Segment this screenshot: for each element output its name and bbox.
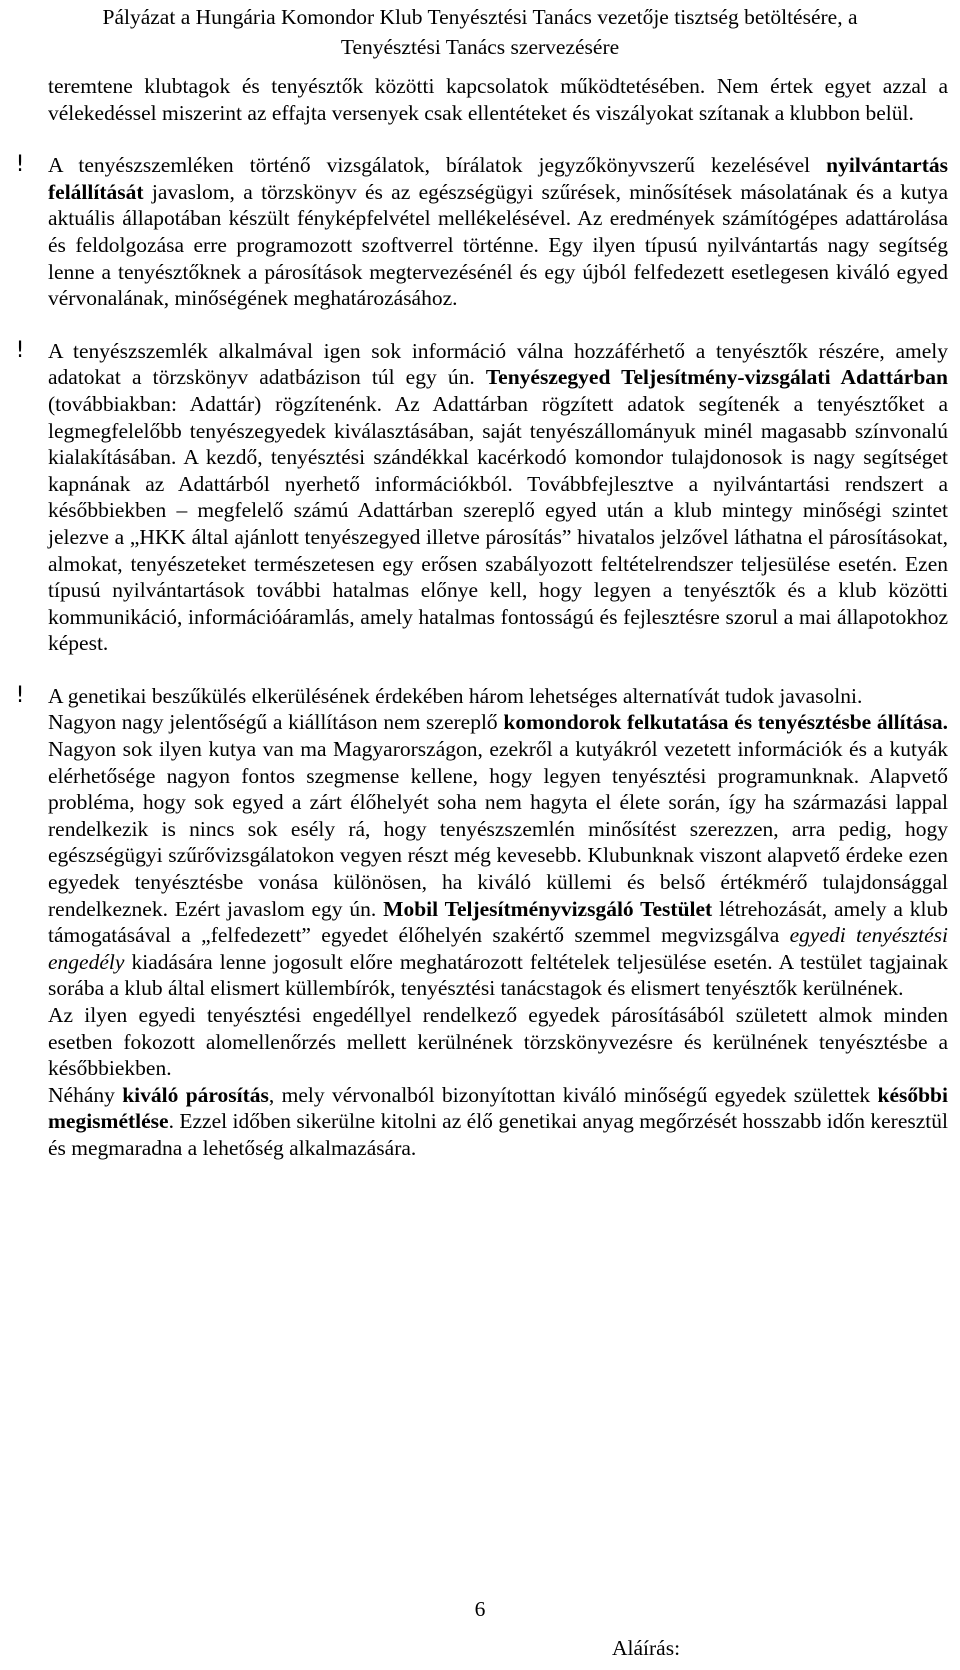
bullet-section-registry — [15, 152, 948, 312]
exclamation-bullet-icon: ! — [15, 152, 25, 178]
bullet-section-database — [15, 337, 948, 657]
signature-label: Aláírás: — [612, 1636, 681, 1660]
exclamation-bullet-icon: ! — [15, 337, 25, 363]
bullet-section-genetics — [15, 682, 948, 1162]
repeat-breeding-paragraph: Néhány kiváló párosítás, mely vérvonalból bizonyítottan kiváló minőségű egyedek születtek későbbi megismétlése. Ezzel időben sikerülne kitolni az élő genetikai anyag megőrzését hosszabb időn keresztül és megmaradna a lehetőség alkalmazására. — [48, 1082, 948, 1160]
header-line-1: Pályázat a Hungária Komondor Klub Tenyésztési Tanács vezetője tisztség betöltésére, a — [102, 5, 858, 29]
page-header — [0, 2, 960, 62]
exclamation-bullet-icon: ! — [15, 682, 25, 708]
genetics-intro-paragraph: A genetikai beszűkülés elkerülésének érdekében három lehetséges alternatívát tudok javasolni. — [48, 683, 863, 708]
database-paragraph: A tenyészszemlék alkalmával igen sok információ válna hozzáférhető a tenyésztők részére, amely adatokat a törzskönyv adatbázison túl egy ún. Tenyészegyed Teljesítmény-vizsgálati Adattárban (továbbiakban: Adattár) rögzítenénk. Az Adattárban rögzített adatok segítenék a tenyésztőket a legmegfelelőbb tenyészegyedek kiválasztásában, saját tenyészállományuk minél magasabb színvonalú kialakításában. A kezdő, tenyésztési szándékkal kacérkodó komondor tulajdonosok is nagy segítséget kapnának az Adattárból nyerhető információkból. Továbbfejlesztve a nyilvántartási rendszert a későbbiekben – megfelelő számú Adattárban szereplő egyed után a klub mintegy minőségi szintet jelezve a „HKK által ajánlott tenyészegyed illetve párosítás” hivatalos jelzővel láthatna el párosításokat, almokat, tenyészeteket természetesen egy erősen szabályozott feltételrendszer teljesülése esetén. Ezen típusú nyilvántartások további hatalmas előnye kell, hogy legyen a tenyésztők és a klub közötti kommunikáció, információáramlás, amely hatalmas fontosságú és fejlesztésre szorul a mai állapotokhoz képest. — [48, 338, 948, 656]
intro-paragraph: teremtene klubtagok és tenyésztők közötti kapcsolatok működtetésében. Nem értek egyet azzal a vélekedéssel miszerint az effajta versenyek csak ellentéteket és viszályokat szítanak a klubbon belül. — [48, 74, 948, 125]
registry-paragraph: A tenyészszemléken történő vizsgálatok, bírálatok jegyzőkönyvszerű kezelésével nyilvántartás felállítását javaslom, a törzskönyv és az egészségügyi szűrések, minősítések másolatának és a kutya aktuális állapotában készült fényképfelvétel mellékelésével. Az eredmények számítógépes adattárolása és feldolgozása erre programozott szoftverrel történne. Egy ilyen típusú nyilvántartás nagy segítség lenne a tenyésztőknek a párosítások megtervezésénél és egy újból felfedezett esetlegesen kiváló egyed vérvonalának, minőségének meghatározásához. — [48, 153, 948, 311]
header-line-2: Tenyésztési Tanács szervezésére — [340, 35, 620, 59]
litters-paragraph: Az ilyen egyedi tenyésztési engedéllyel rendelkező egyedek párosításából született almok minden esetben fokozott alomellenőrzés mellett kerülnének törzskönyvezésre és kerülnének tenyésztésbe a későbbiekben. — [48, 1003, 948, 1081]
search-dogs-paragraph: Nagyon nagy jelentőségű a kiállításon nem szereplő komondorok felkutatása és tenyésztésbe állítása. Nagyon sok ilyen kutya van ma Magyarországon, ezekről a kutyákról vezetett információk és a kutyák elérhetősége nagyon fontos szegmense kellene, hogy legyen tenyésztési programunknak. Alapvető probléma, hogy sok egyed a zárt élőhelyét soha nem hagyta el élete során, így ha származási lappal rendelkezik is nincs sok esély rá, hogy tenyészszemlén minősítést szerezzen, arra pedig, hogy egészségügyi szűrővizsgálatokon vegyen részt még kevesebb. Klubunknak viszont alapvető érdeke ezen egyedek tenyésztésbe vonása különösen, ha kiváló küllemi és belső értékmérő tulajdonsággal rendelkeznek. Ezért javaslom egy ún. Mobil Teljesítményvizsgáló Testület létrehozását, amely a klub támogatásával a „felfedezett” egyedet élőhelyén szakértő szemmel megvizsgálva egyedi tenyésztési engedély kiadására lenne jogosult előre meghatározott feltételek teljesülése esetén. A testület tagjainak sorába a klub által elismert küllembírók, tenyésztési tanácstagok és elismert tenyésztők kerülnének. — [48, 710, 948, 1001]
page-number: 6 — [474, 1597, 486, 1621]
document-body — [15, 73, 948, 1162]
